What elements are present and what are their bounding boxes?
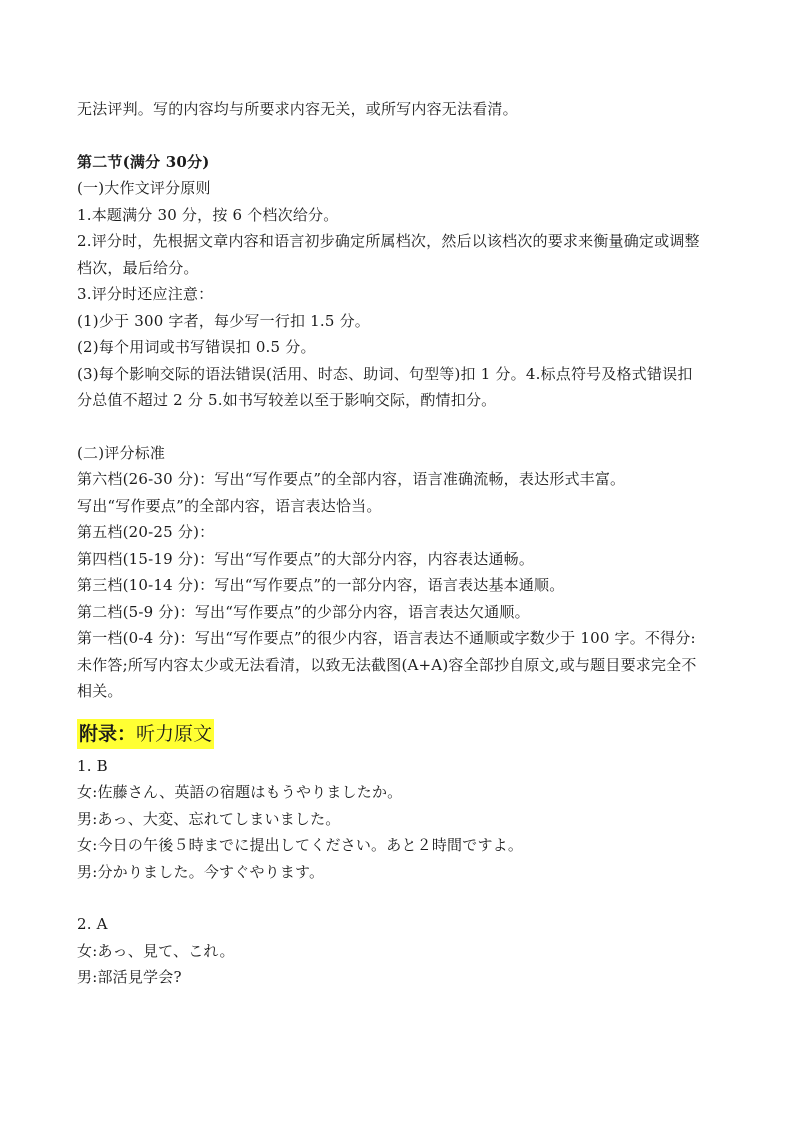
section-title: 第二节(满分 30分) xyxy=(77,152,210,171)
scoring-criteria xyxy=(77,466,737,705)
appendix-title: 听力原文 xyxy=(136,722,213,745)
rule-line: (1)少于 300 字者，每少写一行扣 1.5 分。 xyxy=(77,311,371,330)
criteria-line: 第四档(15-19 分)：写出“写作要点”的大部分内容，内容表达通畅。 xyxy=(77,549,535,568)
listening-item xyxy=(77,911,737,991)
criteria-line: 第一档(0-4 分)：写出“写作要点”的很少内容，语言表达不通顺或字数少于 100 字。不得分: xyxy=(77,629,696,647)
criteria-line: 第五档(20-25 分)： xyxy=(77,523,215,541)
scoring-rules xyxy=(77,202,737,414)
rule-line: (3)每个影响交际的语法错误(活用、时态、助词、句型等)扣 1 分。4.标点符号及格式错误扣 xyxy=(77,364,693,383)
item-number: 1. B xyxy=(77,756,108,775)
rule-line: 2.评分时，先根据文章内容和语言初步确定所属档次，然后以该档次的要求来衡量确定或调整 xyxy=(77,232,700,250)
item-number: 2. A xyxy=(77,915,108,933)
dialogue-line: 男:あっ、大変、忘れてしまいました。 xyxy=(77,809,341,828)
spacer xyxy=(77,123,737,149)
dialogue-line: 女:あっ、見て、これ。 xyxy=(77,941,235,960)
subsection-heading: (一)大作文评分原则 xyxy=(77,179,211,197)
dialogue-line: 男:部活見学会? xyxy=(77,968,182,986)
criteria-line: 第二档(5-9 分)：写出“写作要点”的少部分内容，语言表达欠通顺。 xyxy=(77,602,530,621)
subsection-heading: (二)评分标准 xyxy=(77,443,166,462)
spacer xyxy=(77,885,737,911)
rule-line: (2)每个用词或书写错误扣 0.5 分。 xyxy=(77,338,316,356)
criteria-line: 第三档(10-14 分)：写出“写作要点”的一部分内容，语言表达基本通顺。 xyxy=(77,576,565,594)
dialogue-line: 女:今日の午後５時までに提出してください。あと２時間ですよ。 xyxy=(77,836,524,854)
spacer xyxy=(77,414,737,440)
criteria-line: 相关。 xyxy=(77,682,123,700)
appendix-heading xyxy=(77,719,214,749)
rule-line: 档次，最后给分。 xyxy=(77,258,199,277)
criteria-line: 写出“写作要点”的全部内容，语言表达恰当。 xyxy=(77,496,382,515)
dialogue-line: 男:分かりました。今すぐやります。 xyxy=(77,862,325,881)
dialogue-line: 女:佐藤さん、英語の宿題はもうやりましたか。 xyxy=(77,783,403,801)
document-page xyxy=(77,96,737,991)
appendix-label: 附录： xyxy=(79,722,137,745)
rule-line: 3.评分时还应注意： xyxy=(77,285,214,303)
listening-item xyxy=(77,753,737,886)
criteria-line: 未作答;所写内容太少或无法看清，以致无法截图(A+A)容全部抄自原文,或与题目要求完全不 xyxy=(77,655,697,674)
rule-line: 1.本题满分 30 分，按 6 个档次给分。 xyxy=(77,205,339,224)
rule-line: 分总值不超过 2 分 5.如书写较差以至于影响交际，酌情扣分。 xyxy=(77,391,497,409)
paragraph-line: 无法评判。写的内容均与所要求内容无关，或所写内容无法看清。 xyxy=(77,100,518,118)
criteria-line: 第六档(26-30 分)：写出“写作要点”的全部内容，语言准确流畅，表达形式丰富。 xyxy=(77,470,626,488)
